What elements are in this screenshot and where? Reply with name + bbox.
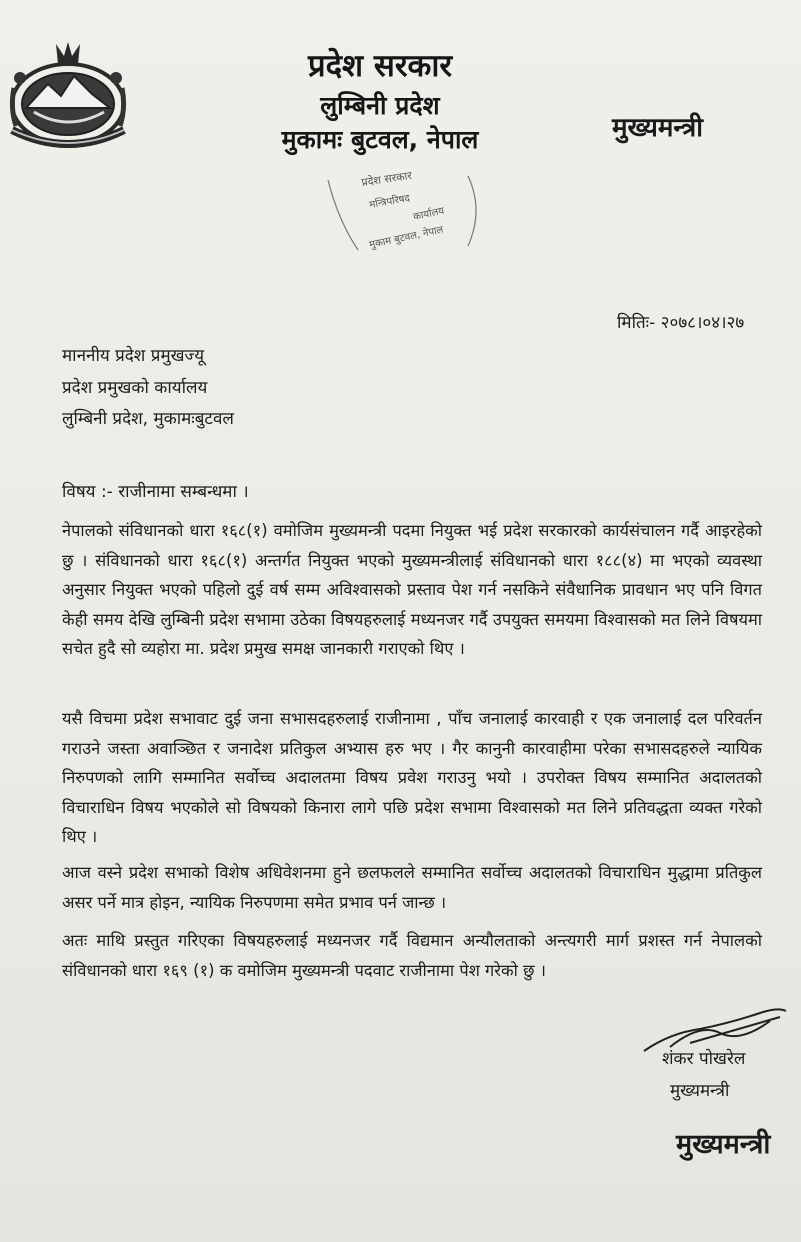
body-paragraph-1: नेपालको संविधानको धारा १६८(१) वमोजिम मुख्यमन्त्री पदमा नियुक्त भई प्रदेश सरकारको कार्यसंचालन गर्दै आइरहेको छु । संविधानको धारा १६८(१) अन्तर्गत नियुक्त भएको मुख्यमन्त्रीलाई संविधानको धारा १८८(४) मा भएको व्यवस्था अनुसार नियुक्त भएको पहिलो दुई वर्ष सम्म अविश्वासको प्रस्ताव पेश गर्न नसकिने संवैधानिक प्रावधान भए पनि विगत केही समय देखि लुम्बिनी प्रदेश सभामा उठेका विषयहरुलाई मध्यनजर गर्दै उपयुक्त समयमा विश्वासको मत लिने विषयमा सचेत हुदै सो व्यहोरा मा. प्रदेश प्रमुख समक्ष जानकारी गराएको थिए । (62, 521, 762, 658)
nepal-emblem-icon (6, 38, 130, 152)
body-paragraph-4: अतः माथि प्रस्तुत गरिएका विषयहरुलाई मध्यनजर गर्दै विद्यमान अन्यौलताको अन्त्यगरी मार्ग प्रशस्त गर्न नेपालको संविधानको धारा १६९ (१) क वमोजिम मुख्यमन्त्री पदवाट राजीनामा पेश गरेको छु । (62, 931, 762, 980)
letter-date: मितिः- २०७८।०४।२७ (617, 313, 745, 333)
signatory-title: मुख्यमन्त्री (670, 1081, 730, 1101)
addressee-line-1: माननीय प्रदेश प्रमुखज्यू (62, 346, 205, 366)
office-seal (318, 150, 498, 268)
province-title: लुम्बिनी प्रदेश (320, 91, 440, 120)
signatory-name: शंकर पोखरेल (662, 1049, 746, 1069)
location-title: मुकामः बुटवल, नेपाल (281, 125, 479, 154)
government-title: प्रदेश सरकार (307, 48, 453, 84)
office-title: मुख्यमन्त्री (612, 113, 703, 143)
letter-subject: विषय :- राजीनामा सम्बन्धमा । (62, 482, 249, 502)
body-paragraph-3: आज वस्ने प्रदेश सभाको विशेष अधिवेशनमा हुने छलफलले सम्मानित सर्वोच्च अदालतको विचाराधिन मुद्धामा प्रतिकुल असर पर्ने मात्र होइन, न्यायिक निरुपणमा समेत प्रभाव पर्न जान्छ । (62, 863, 762, 912)
addressee-line-2: प्रदेश प्रमुखको कार्यालय (62, 378, 208, 398)
body-paragraph-2: यसै विचमा प्रदेश सभावाट दुई जना सभासदहरुलाई राजीनामा , पाँच जनालाई कारवाही र एक जनालाई दल परिवर्तन गराउने जस्ता अवाञ्छित र जनादेश प्रतिकुल अभ्यास हरु भए । गैर कानुनी कारवाहीमा परेका सभासदहरुले न्यायिक निरुपणको लागि सम्मानित सर्वोच्च अदालतमा विषय प्रवेश गराउनु भयो । उपरोक्त विषय सम्मानित अदालतको विचाराधिन विषय भएकोले सो विषयको किनारा लागे पछि प्रदेश सभामा विश्वासको मत लिने प्रतिवद्धता व्यक्त गरेको थिए । (62, 709, 762, 846)
seal-line-3: कार्यालय (412, 205, 446, 223)
seal-line-1: प्रदेश सरकार (360, 169, 413, 189)
seal-line-4: मुकाम बुटवल, नेपाल (368, 224, 445, 251)
seal-line-2: मन्त्रिपरिषद (368, 193, 411, 211)
office-stamp: मुख्यमन्त्री (676, 1129, 771, 1160)
addressee-line-3: लुम्बिनी प्रदेश, मुकामःबुटवल (62, 409, 234, 429)
